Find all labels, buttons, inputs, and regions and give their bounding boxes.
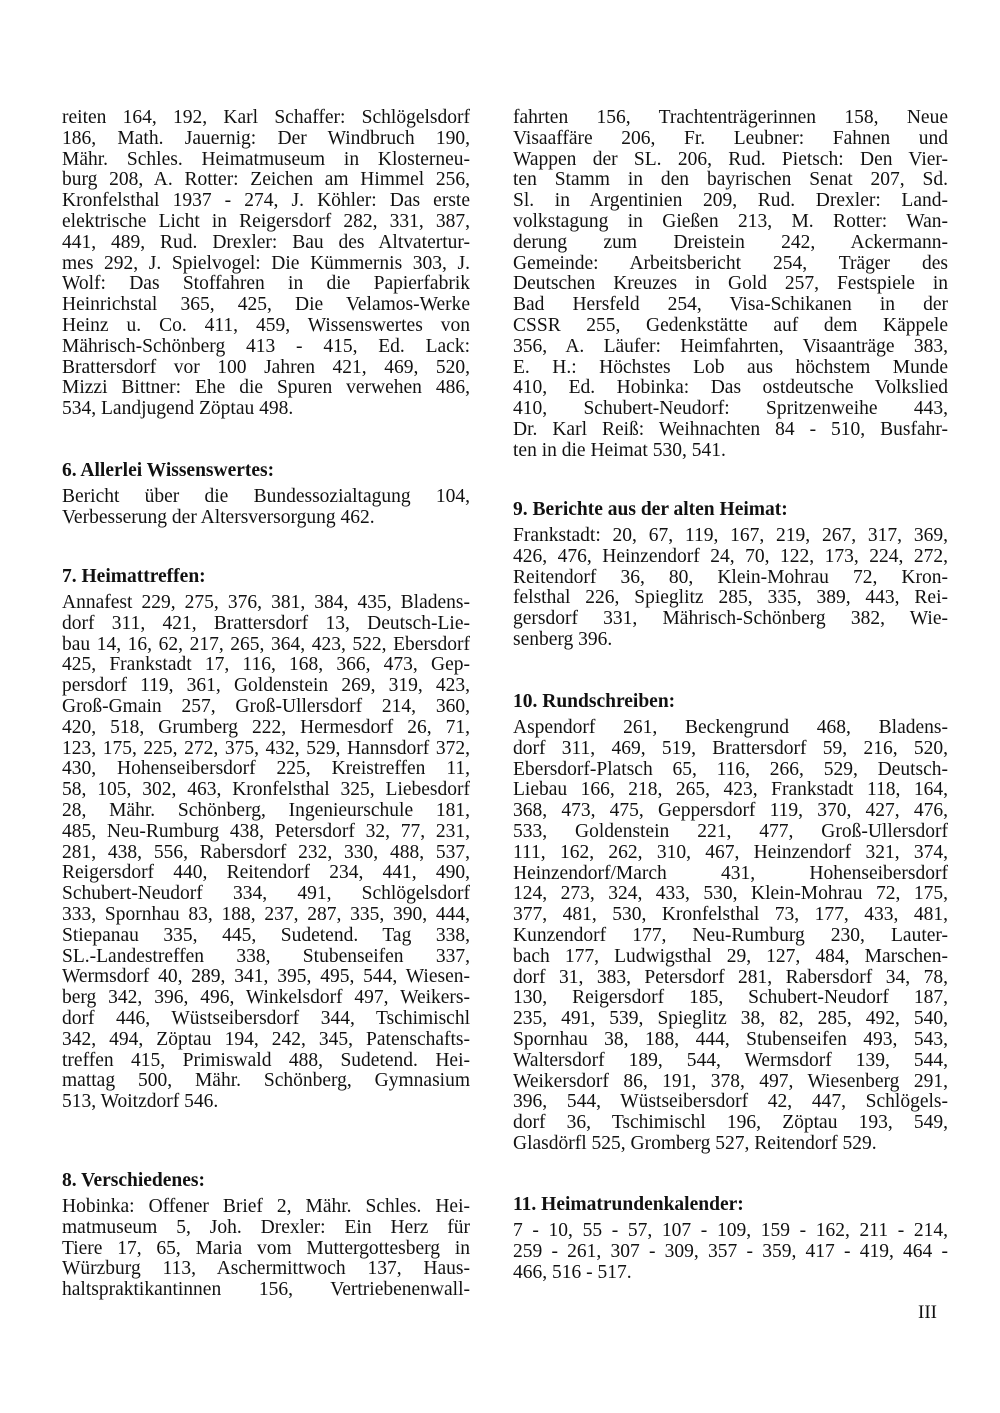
section-heading: 8. Verschiedenes: (62, 1170, 205, 1191)
text-line: 430, Hohenseibersdorf 225, Kreistreffen 11, (62, 758, 470, 780)
text-line: Reigersdorf 440, Reitendorf 234, 441, 490, (62, 862, 470, 884)
text-line: 410, Schubert-Neudorf: Spritzenweihe 443, (513, 398, 948, 420)
text-line: 485, Neu-Rumburg 438, Petersdorf 32, 77, 231, (62, 820, 470, 842)
page-number: III (918, 1302, 937, 1323)
text-line: reiten 164, 192, Karl Schaffer: Schlögelsdorf (62, 107, 470, 128)
text-line: 441, 489, Rud. Drexler: Bau des Altvatertur- (62, 231, 470, 253)
section-heading: 11. Heimatrundenkalender: (513, 1194, 744, 1215)
text-line: ten in die Heimat 530, 541. (513, 439, 726, 461)
text-line: E. H.: Höchstes Lob aus höchstem Munde (513, 356, 948, 378)
section-body (513, 526, 948, 651)
text-line: Brattersdorf vor 100 Jahren 421, 469, 520, (62, 356, 470, 378)
text-line: dorf 311, 421, Brattersdorf 13, Deutsch-Lie- (62, 612, 470, 634)
text-line: 333, Spornhau 83, 188, 237, 287, 335, 390, 444, (62, 903, 470, 925)
text-line: Glasdörfl 525, Gromberg 527, Reitendorf 529. (513, 1132, 877, 1154)
text-line: Aspendorf 261, Beckengrund 468, Bladens- (513, 717, 948, 738)
section-heading: 7. Heimattreffen: (62, 566, 206, 587)
text-line: 420, 518, Grumberg 222, Hermesdorf 26, 71, (62, 716, 470, 738)
text-line: dorf 31, 383, Petersdorf 281, Rabersdorf 34, 78, (513, 966, 948, 988)
text-line: Bericht über die Bundessozialtagung 104, (62, 486, 470, 507)
text-line: Frankstadt: 20, 67, 119, 167, 219, 267, 317, 369, (513, 525, 948, 546)
text-line: persdorf 119, 361, Goldenstein 269, 319, 423, (62, 675, 470, 697)
text-line: Bad Hersfeld 254, Visa-Schikanen in der (513, 294, 948, 316)
text-line: Dr. Karl Reiß: Weihnachten 84 - 510, Busfahr- (513, 418, 948, 440)
text-line: burg 208, A. Rotter: Zeichen am Himmel 256, (62, 169, 470, 191)
text-line: Heinz u. Co. 411, 459, Wissenswertes von (62, 314, 470, 336)
text-line: berg 342, 396, 496, Winkelsdorf 497, Weikers- (62, 987, 470, 1009)
text-line: fahrten 156, Trachtenträgerinnen 158, Neue (513, 107, 948, 128)
section-body (62, 593, 470, 1113)
text-line: mattag 500, Mähr. Schönberg, Gymnasium (62, 1070, 470, 1092)
text-line: mes 292, J. Spielvogel: Die Kümmernis 303, J. (62, 252, 470, 274)
text-line: 28, Mähr. Schönberg, Ingenieurschule 181, (62, 799, 470, 821)
text-line: Heinzendorf/March 431, Hohenseibersdorf (513, 862, 948, 884)
text-line: Gemeinde: Arbeitsbericht 254, Träger des (513, 252, 948, 274)
text-line: Tiere 17, 65, Maria vom Muttergottesberg in (62, 1237, 470, 1259)
text-line: 186, Math. Jauernig: Der Windbruch 190, (62, 127, 470, 149)
text-line: SL.-Landestreffen 338, Stubenseifen 337, (62, 945, 470, 967)
text-line: Wermsdorf 40, 289, 341, 395, 495, 544, Wiesen- (62, 966, 470, 988)
text-line: haltspraktikantinnen 156, Vertriebenenwall- (62, 1279, 470, 1301)
text-line: Mizzi Bittner: Ehe die Spuren verwehen 486, (62, 377, 470, 399)
text-line: Wolf: Das Stoffahren in die Papierfabrik (62, 273, 470, 295)
text-line: Heinrichstal 365, 425, Die Velamos-Werke (62, 294, 470, 316)
text-line: 534, Landjugend Zöptau 498. (62, 398, 294, 420)
text-line: 235, 491, 539, Spieglitz 38, 82, 285, 492, 540, (513, 1008, 948, 1030)
text-line: ten Stamm in den bayrischen Senat 207, Sd. (513, 169, 948, 191)
text-line: senberg 396. (513, 628, 613, 650)
section-heading: 10. Rundschreiben: (513, 691, 676, 712)
text-line: 368, 473, 475, Geppersdorf 119, 370, 427, 476, (513, 800, 948, 822)
text-line: Weikersdorf 86, 191, 378, 497, Wiesenberg 291, (513, 1070, 948, 1092)
text-line: Reitendorf 36, 80, Klein-Mohrau 72, Kron- (513, 566, 948, 588)
text-line: 123, 175, 225, 272, 375, 432, 529, Hannsdorf 372, (62, 737, 470, 759)
text-line: Groß-Gmain 257, Groß-Ullersdorf 214, 360, (62, 695, 470, 717)
text-line: Kronfelsthal 1937 - 274, J. Köhler: Das erste (62, 190, 470, 212)
text-line: 533, Goldenstein 221, 477, Groß-Ullersdorf (513, 820, 948, 842)
text-line: 396, 544, Wüstseibersdorf 42, 447, Schlögels- (513, 1091, 948, 1113)
text-line: elektrische Licht in Reigersdorf 282, 331, 387, (62, 210, 470, 232)
text-line: 513, Woitzdorf 546. (62, 1091, 219, 1113)
section-body (513, 108, 948, 462)
text-line: 426, 476, Heinzendorf 24, 70, 122, 173, 224, 272, (513, 545, 948, 567)
text-line: treffen 415, Primiswald 488, Sudetend. Hei- (62, 1049, 470, 1071)
text-line: volkstagung in Gießen 213, M. Rotter: Wan- (513, 210, 948, 232)
text-line: 377, 481, 530, Kronfelsthal 73, 177, 433, 481, (513, 904, 948, 926)
section-body (62, 487, 470, 529)
section-body (513, 1221, 948, 1283)
text-line: Spornhau 38, 188, 444, Stubenseifen 493, 543, (513, 1028, 948, 1050)
section-body (513, 718, 948, 1155)
text-line: derung zum Dreistein 242, Ackermann- (513, 231, 948, 253)
text-line: gersdorf 331, Mährisch-Schönberg 382, Wie- (513, 608, 948, 630)
text-line: Sl. in Argentinien 209, Rud. Drexler: Land- (513, 190, 948, 212)
text-line: CSSR 255, Gedenkstätte auf dem Käppele (513, 314, 948, 336)
text-line: Wappen der SL. 206, Rud. Pietsch: Den Vier- (513, 148, 948, 170)
text-line: dorf 311, 469, 519, Brattersdorf 59, 216, 520, (513, 737, 948, 759)
text-line: Ebersdorf-Platsch 65, 116, 266, 529, Deutsch- (513, 758, 948, 780)
text-line: Stiepanau 335, 445, Sudetend. Tag 338, (62, 924, 470, 946)
section-body (62, 1197, 470, 1301)
text-line: 281, 438, 556, Rabersdorf 232, 330, 488, 537, (62, 841, 470, 863)
text-line: 111, 162, 262, 310, 467, Heinzendorf 321, 374, (513, 841, 948, 863)
text-line: bau 14, 16, 62, 217, 265, 364, 423, 522, Ebersdorf (62, 633, 470, 655)
text-line: Visaaffäre 206, Fr. Leubner: Fahnen und (513, 127, 948, 149)
section-heading: 9. Berichte aus der alten Heimat: (513, 499, 788, 520)
text-line: 130, Reigersdorf 185, Schubert-Neudorf 187, (513, 987, 948, 1009)
text-line: Liebau 166, 218, 265, 423, Frankstadt 118, 164, (513, 779, 948, 801)
text-line: 425, Frankstadt 17, 116, 168, 366, 473, Gep- (62, 654, 470, 676)
text-line: Mährisch-Schönberg 413 - 415, Ed. Lack: (62, 335, 470, 357)
text-line: Kunzendorf 177, Neu-Rumburg 230, Lauter- (513, 924, 948, 946)
section-heading: 6. Allerlei Wissenswertes: (62, 460, 275, 481)
text-line: Annafest 229, 275, 376, 381, 384, 435, Bladens- (62, 592, 470, 613)
section-body (62, 108, 470, 420)
text-line: matmuseum 5, Joh. Drexler: Ein Herz für (62, 1216, 470, 1238)
text-line: dorf 36, Tschimischl 196, Zöptau 193, 549, (513, 1112, 948, 1134)
text-line: bach 177, Ludwigsthal 29, 127, 484, Marschen- (513, 945, 948, 967)
text-line: Deutschen Kreuzes in Gold 257, Festspiele in (513, 273, 948, 295)
text-line: dorf 446, Wüstseibersdorf 344, Tschimischl (62, 1007, 470, 1029)
text-line: 259 - 261, 307 - 309, 357 - 359, 417 - 419, 464 - (513, 1240, 948, 1262)
text-line: Würzburg 113, Aschermittwoch 137, Haus- (62, 1258, 470, 1280)
text-line: 342, 494, Zöptau 194, 242, 345, Patenschafts- (62, 1028, 470, 1050)
text-line: Verbesserung der Altersversorgung 462. (62, 506, 375, 528)
text-line: Hobinka: Offener Brief 2, Mähr. Schles. Hei- (62, 1196, 470, 1217)
text-line: felsthal 226, Spieglitz 285, 335, 389, 443, Rei- (513, 587, 948, 609)
text-line: Waltersdorf 189, 544, Wermsdorf 139, 544, (513, 1049, 948, 1071)
text-line: Mähr. Schles. Heimatmuseum in Klosterneu- (62, 148, 470, 170)
text-line: Schubert-Neudorf 334, 491, Schlögelsdorf (62, 883, 470, 905)
text-line: 124, 273, 324, 433, 530, Klein-Mohrau 72, 175, (513, 883, 948, 905)
text-line: 466, 516 - 517. (513, 1261, 632, 1283)
text-line: 356, A. Läufer: Heimfahrten, Visaanträge 383, (513, 335, 948, 357)
text-line: 7 - 10, 55 - 57, 107 - 109, 159 - 162, 211 - 214, (513, 1220, 948, 1241)
text-line: 410, Ed. Hobinka: Das ostdeutsche Volkslied (513, 377, 948, 399)
text-line: 58, 105, 302, 463, Kronfelsthal 325, Liebesdorf (62, 779, 470, 801)
